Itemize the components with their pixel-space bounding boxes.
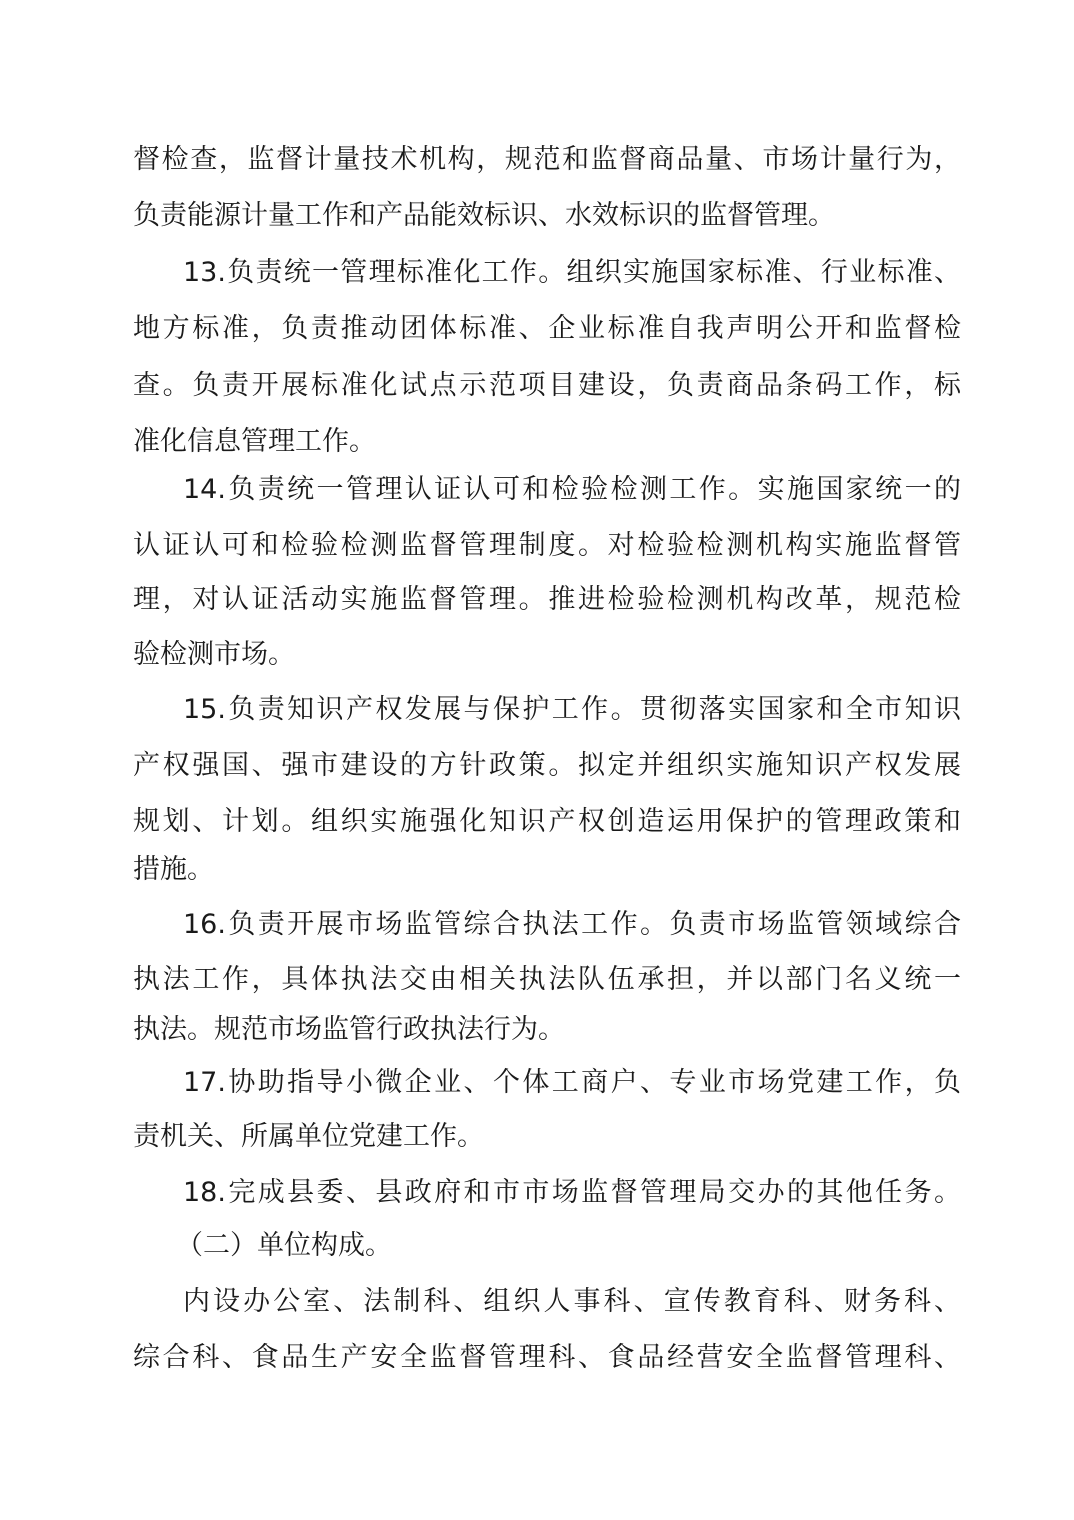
item-18-line: 18.完成县委、县政府和市市场监督管理局交办的其他任务。	[183, 1177, 961, 1208]
text-line: 督检查，监督计量技术机构，规范和监督商品量、市场计量行为，	[133, 144, 961, 175]
text-line: 负责能源计量工作和产品能效标识、水效标识的监督管理。	[133, 200, 835, 231]
text-line: 措施。	[133, 854, 214, 885]
item-14-line: 14.负责统一管理认证认可和检验检测工作。实施国家统一的	[183, 474, 961, 505]
text-line: 理，对认证活动实施监督管理。推进检验检测机构改革，规范检	[133, 584, 961, 615]
text-line: 认证认可和检验检测监督管理制度。对检验检测机构实施监督管	[133, 530, 961, 561]
text-line: 规划、计划。组织实施强化知识产权创造运用保护的管理政策和	[133, 806, 961, 837]
item-15-line: 15.负责知识产权发展与保护工作。贯彻落实国家和全市知识	[183, 694, 961, 725]
item-17-line: 17.协助指导小微企业、个体工商户、专业市场党建工作，负	[183, 1067, 961, 1098]
text-line: 执法工作，具体执法交由相关执法队伍承担，并以部门名义统一	[133, 964, 961, 995]
item-13-line: 13.负责统一管理标准化工作。组织实施国家标准、行业标准、	[183, 257, 961, 288]
text-line: 内设办公室、法制科、组织人事科、宣传教育科、财务科、	[183, 1286, 961, 1317]
text-line: 准化信息管理工作。	[133, 426, 376, 457]
text-line: 执法。规范市场监管行政执法行为。	[133, 1014, 565, 1045]
text-line: 地方标准，负责推动团体标准、企业标准自我声明公开和监督检	[133, 313, 961, 344]
text-line: 验检测市场。	[133, 639, 295, 670]
text-line: 产权强国、强市建设的方针政策。拟定并组织实施知识产权发展	[133, 750, 961, 781]
section-heading: （二）单位构成。	[176, 1230, 392, 1261]
text-line: 查。负责开展标准化试点示范项目建设，负责商品条码工作，标	[133, 370, 961, 401]
text-line: 责机关、所属单位党建工作。	[133, 1121, 484, 1152]
text-line: 综合科、食品生产安全监督管理科、食品经营安全监督管理科、	[133, 1342, 961, 1373]
item-16-line: 16.负责开展市场监管综合执法工作。负责市场监管领域综合	[183, 909, 961, 940]
